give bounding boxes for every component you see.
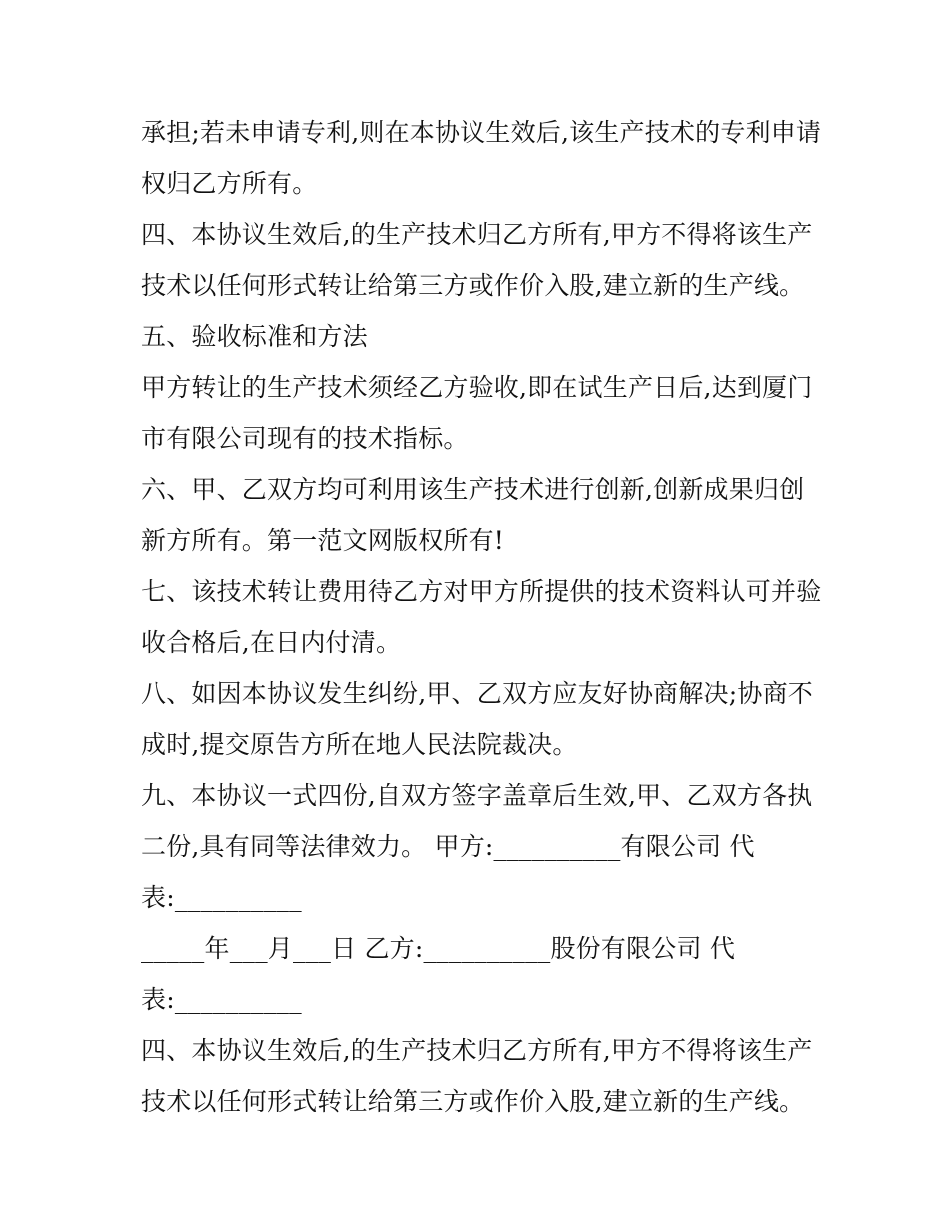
text-line: 七、该技术转让费用待乙方对甲方所提供的技术资料认可并验 (141, 577, 822, 606)
text-line: 八、如因本协议发生纠纷,甲、乙双方应友好协商解决;协商不 (141, 679, 813, 708)
signature-line: 二份,具有同等法律效力。 甲方:__________有限公司 代 (141, 832, 755, 861)
section-heading: 五、验收标准和方法 (141, 322, 368, 351)
text-line: 市有限公司现有的技术指标。 (141, 424, 469, 453)
text-line: 收合格后,在日内付清。 (141, 628, 402, 657)
signature-line: 表:__________ (141, 883, 302, 912)
signature-line: _____年___月___日 乙方:__________股份有限公司 代 (141, 934, 736, 963)
text-line: 九、本协议一式四份,自双方签字盖章后生效,甲、乙双方各执 (141, 781, 813, 810)
text-line: 六、甲、乙双方均可利用该生产技术进行创新,创新成果归创 (141, 475, 805, 504)
document-body (141, 107, 841, 1127)
signature-line: 表:__________ (141, 985, 302, 1014)
text-line: 承担;若未申请专利,则在本协议生效后,该生产技术的专利申请 (141, 118, 822, 147)
text-line: 四、本协议生效后,的生产技术归乙方所有,甲方不得将该生产 (141, 1036, 813, 1065)
text-line: 技术以任何形式转让给第三方或作价入股,建立新的生产线。 (141, 271, 805, 300)
text-line: 四、本协议生效后,的生产技术归乙方所有,甲方不得将该生产 (141, 220, 813, 249)
text-line: 权归乙方所有。 (141, 169, 318, 198)
text-line: 甲方转让的生产技术须经乙方验收,即在试生产日后,达到厦门 (141, 373, 813, 402)
text-line: 新方所有。第一范文网版权所有! (141, 526, 505, 555)
text-line: 成时,提交原告方所在地人民法院裁决。 (141, 730, 578, 759)
text-line: 技术以任何形式转让给第三方或作价入股,建立新的生产线。 (141, 1087, 805, 1116)
